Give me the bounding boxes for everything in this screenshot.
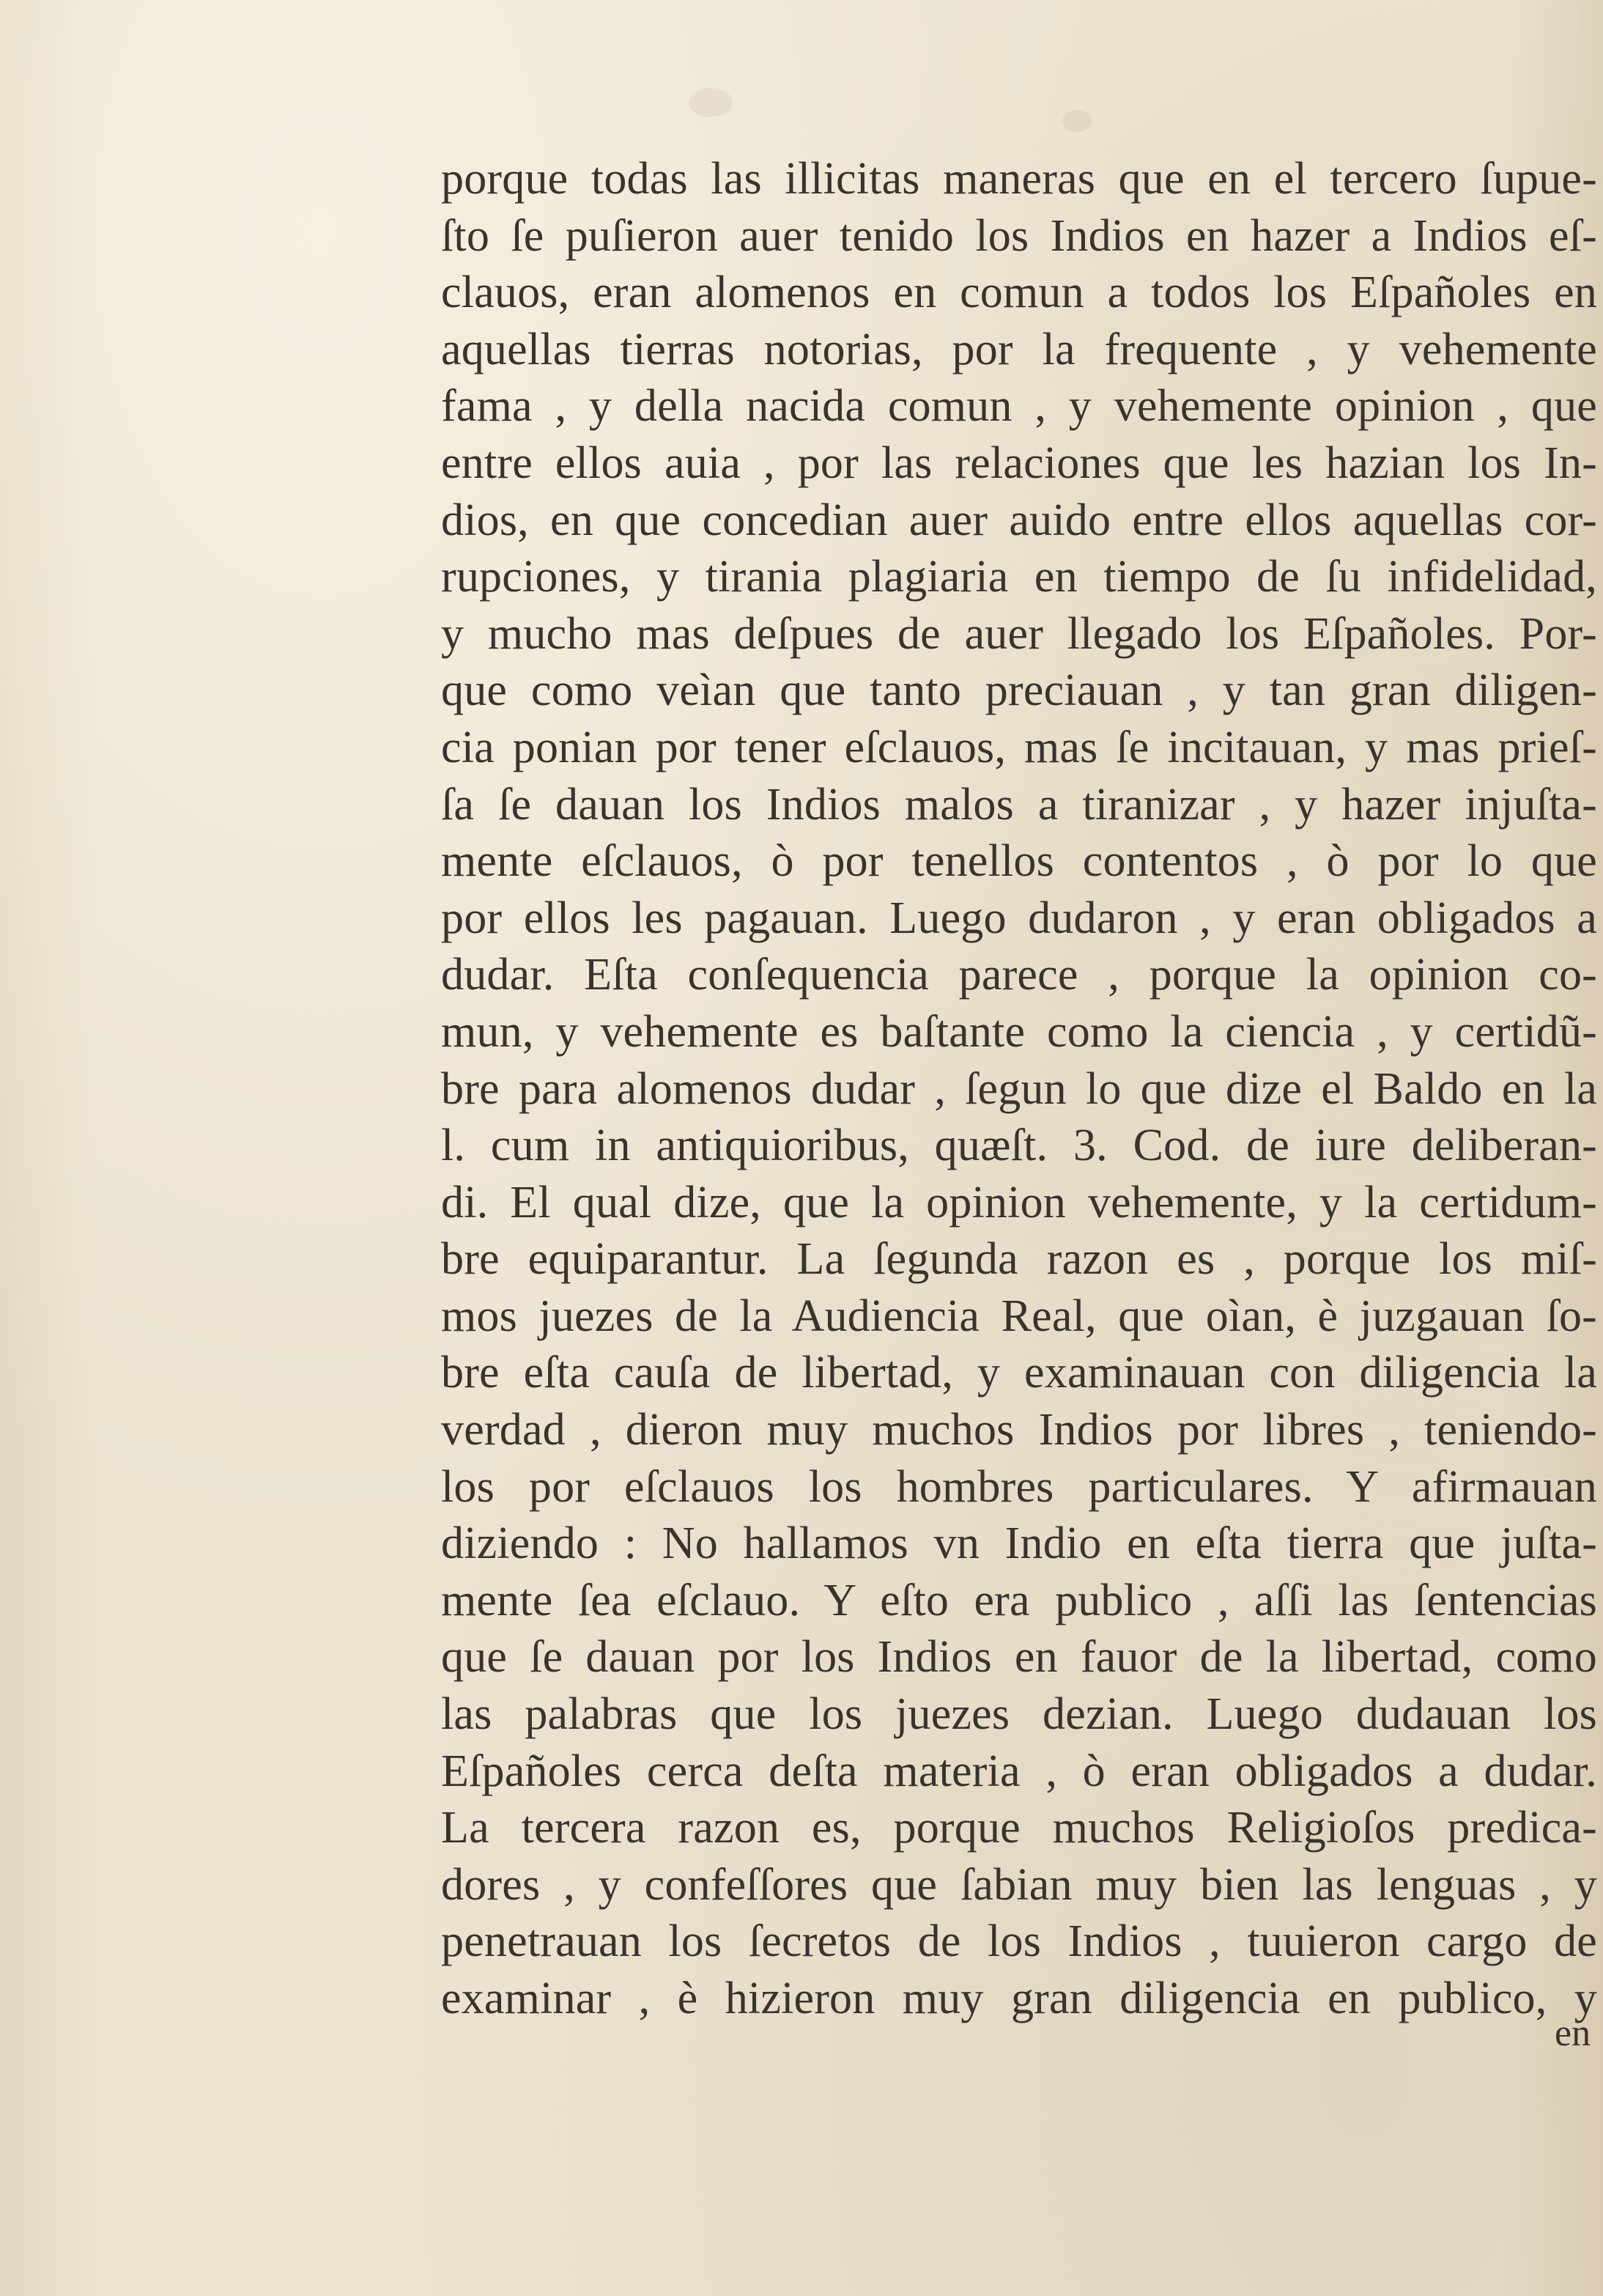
text-line: mun, y vehemente es baſtante como la ciencia , y certidũ- bbox=[441, 1006, 1597, 1057]
text-line: bre para alomenos dudar , ſegun lo que dize el Baldo en la bbox=[441, 1063, 1597, 1114]
text-line: entre ellos auia , por las relaciones que les hazian los In- bbox=[441, 438, 1597, 488]
text-line: dudar. Eſta conſequencia parece , porque la opinion co- bbox=[441, 950, 1597, 1000]
text-line: aquellas tierras notorias, por la frequente , y vehemente bbox=[441, 324, 1597, 374]
text-line: que ſe dauan por los Indios en fauor de la libertad, como bbox=[441, 1632, 1597, 1683]
text-line: dores , y confeſſores que ſabian muy bien las lenguas , y bbox=[441, 1859, 1597, 1910]
text-line: las palabras que los juezes dezian. Luego dudauan los bbox=[441, 1689, 1597, 1740]
text-line: ſa ſe dauan los Indios malos a tiranizar , y hazer injuſta- bbox=[441, 779, 1597, 830]
text-line: bre eſta cauſa de libertad, y examinauan con diligencia la bbox=[441, 1348, 1597, 1398]
text-line: mente ſea eſclauo. Y eſto era publico , aſſi las ſentencias bbox=[441, 1575, 1597, 1625]
text-line: examinar , è hizieron muy gran diligencia en publico, y bbox=[441, 1974, 1597, 2023]
text-line: los por eſclauos los hombres particulares. Y afirmauan bbox=[441, 1461, 1597, 1512]
text-line: diziendo : No hallamos vn Indio en eſta tierra que juſta- bbox=[441, 1518, 1597, 1569]
text-line: clauos, eran alomenos en comun a todos los Eſpañoles en bbox=[441, 267, 1597, 318]
text-line: cia ponian por tener eſclauos, mas ſe incitauan, y mas prieſ- bbox=[441, 722, 1597, 772]
body-text bbox=[441, 151, 1597, 2028]
text-line: penetrauan los ſecretos de los Indios , tuuieron cargo de bbox=[441, 1916, 1597, 1967]
catchword: en bbox=[1555, 2012, 1591, 2054]
text-line: que como veìan que tanto preciauan , y tan gran diligen- bbox=[441, 665, 1597, 716]
text-line: fama , y della nacida comun , y vehemente opinion , que bbox=[441, 381, 1597, 432]
text-line: Eſpañoles cerca deſta materia , ò eran obligados a dudar. bbox=[441, 1746, 1597, 1796]
text-line: bre equiparantur. La ſegunda razon es , porque los miſ- bbox=[441, 1234, 1597, 1285]
text-line: l. cum in antiquioribus, quæſt. 3. Cod. de iure deliberan- bbox=[441, 1121, 1597, 1171]
paper-stain bbox=[1062, 110, 1092, 132]
text-line: por ellos les pagauan. Luego dudaron , y eran obligados a bbox=[441, 893, 1597, 943]
text-line: y mucho mas deſpues de auer llegado los Eſpañoles. Por- bbox=[441, 608, 1597, 659]
text-line: rupciones, y tirania plagiaria en tiempo de ſu infidelidad, bbox=[441, 552, 1597, 602]
paper-stain bbox=[689, 88, 733, 117]
text-line: mente eſclauos, ò por tenellos contentos , ò por lo que bbox=[441, 836, 1597, 887]
text-line: La tercera razon es, porque muchos Religioſos predica- bbox=[441, 1803, 1597, 1853]
text-line: mos juezes de la Audiencia Real, que oìan, è juzgauan ſo- bbox=[441, 1291, 1597, 1341]
text-line: dios, en que concedian auer auido entre ellos aquellas cor- bbox=[441, 495, 1597, 545]
text-line: verdad , dieron muy muchos Indios por libres , teniendo- bbox=[441, 1405, 1597, 1455]
text-line: porque todas las illicitas maneras que en el tercero ſupue- bbox=[441, 154, 1597, 204]
text-line: ſto ſe puſieron auer tenido los Indios en hazer a Indios eſ- bbox=[441, 210, 1597, 261]
text-line: di. El qual dize, que la opinion vehemente, y la certidum- bbox=[441, 1177, 1597, 1228]
